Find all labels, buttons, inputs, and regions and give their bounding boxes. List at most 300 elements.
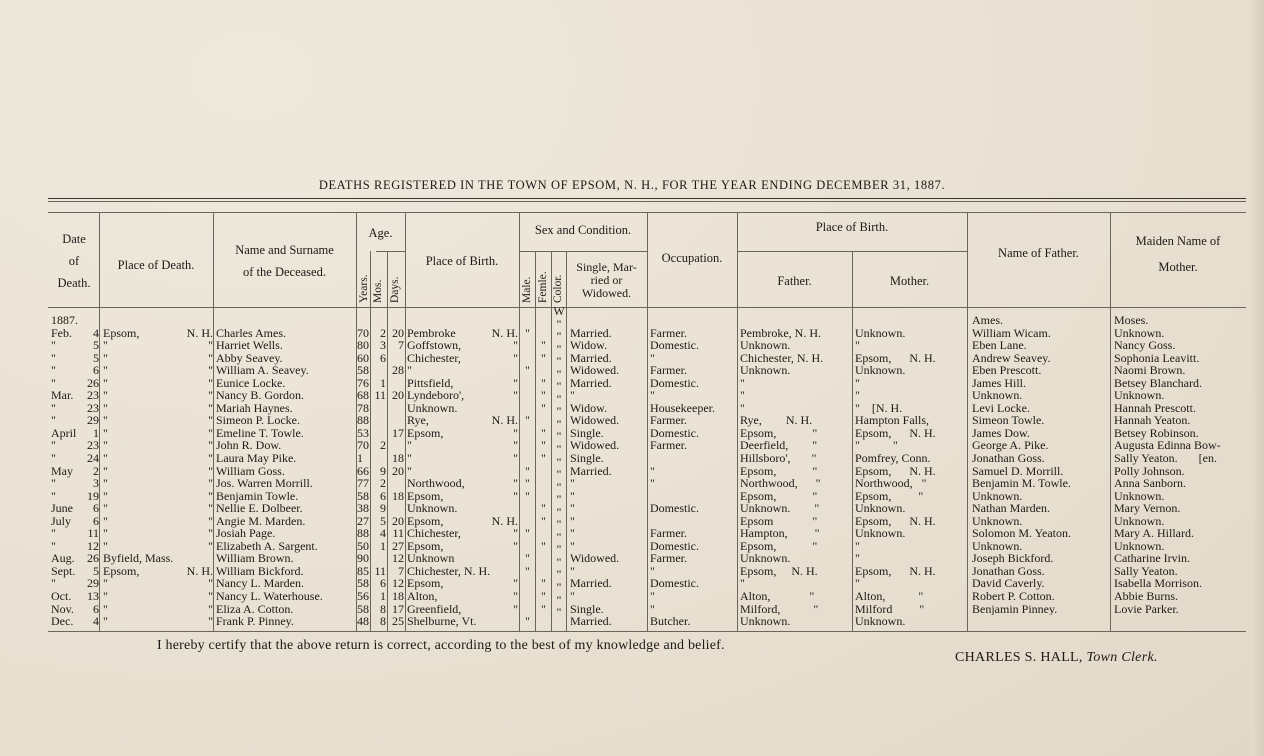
table-cell: Epsom, " bbox=[740, 463, 818, 478]
table-cell: " bbox=[570, 388, 575, 403]
table-cell: " bbox=[541, 400, 546, 415]
table-cell: Unknown bbox=[407, 551, 455, 566]
table-cell bbox=[570, 314, 647, 327]
table-cell: " bbox=[51, 350, 56, 365]
table-cell: " bbox=[208, 350, 213, 365]
table-cell: 18 bbox=[392, 451, 404, 466]
table-cell: " bbox=[208, 388, 213, 403]
table-cell: Epsom, N. H. bbox=[855, 425, 936, 440]
table-cell: Shelburne, Vt. bbox=[407, 614, 477, 628]
table-cell: " bbox=[855, 551, 860, 566]
table-cell: " bbox=[541, 338, 546, 353]
table-cell: " bbox=[208, 589, 213, 604]
header-mos: Mos. bbox=[372, 279, 384, 303]
table-cell: 3 bbox=[93, 476, 99, 491]
table-cell: Andrew Seavey. bbox=[972, 350, 1051, 365]
table-cell bbox=[650, 452, 737, 465]
table-cell: " bbox=[407, 438, 412, 453]
table-cell: " bbox=[103, 576, 108, 591]
header-age: Age. bbox=[368, 226, 393, 240]
table-cell: Betsey Blanchard. bbox=[1114, 375, 1202, 390]
table-cell: Northwood, " bbox=[740, 476, 821, 491]
table-bottom-rule bbox=[48, 631, 1246, 632]
table-cell: " bbox=[407, 451, 412, 466]
table-cell: " bbox=[51, 338, 56, 353]
table-cell: Epsom, N. H. bbox=[740, 563, 818, 578]
table-cell: " bbox=[556, 341, 562, 356]
table-cell: Epsom, N. H. bbox=[855, 513, 936, 528]
table-cell: " bbox=[855, 538, 860, 553]
table-cell: 1 bbox=[93, 425, 99, 440]
table-cell: May bbox=[51, 463, 73, 478]
table-cell: " bbox=[650, 601, 655, 616]
column-female bbox=[536, 314, 551, 628]
table-cell: Widowed. bbox=[570, 551, 620, 566]
table-cell: " bbox=[208, 513, 213, 528]
table-cell: 11 bbox=[392, 526, 404, 541]
table-cell: " bbox=[407, 363, 412, 378]
table-cell: Married. bbox=[570, 463, 612, 478]
header-mother: Mother. bbox=[889, 274, 930, 288]
table-cell bbox=[172, 314, 213, 327]
table-cell: William A. Seavey. bbox=[216, 363, 309, 378]
table-cell: 11 bbox=[87, 526, 99, 541]
table-cell: " bbox=[513, 425, 518, 440]
table-cell bbox=[470, 565, 518, 578]
table-cell: " bbox=[103, 363, 108, 378]
table-cell: Northwood, " bbox=[855, 476, 927, 491]
table-cell bbox=[520, 590, 535, 603]
table-cell: Laura May Pike. bbox=[216, 451, 297, 466]
table-cell: Unknown. bbox=[855, 526, 906, 541]
table-cell: " bbox=[570, 488, 575, 503]
table-cell: Robert P. Cotton. bbox=[972, 589, 1055, 604]
table-cell: N. H. bbox=[491, 325, 518, 340]
table-cell: 53 bbox=[357, 425, 369, 440]
table-cell: Byfield, Mass. bbox=[103, 551, 174, 566]
table-cell: " bbox=[650, 589, 655, 604]
table-cell: 1 bbox=[357, 451, 363, 466]
table-cell: " " bbox=[855, 438, 898, 453]
table-cell: " bbox=[570, 476, 575, 491]
table-cell: " bbox=[570, 526, 575, 541]
table-cell: " bbox=[650, 388, 655, 403]
table-cell: George A. Pike. bbox=[972, 438, 1049, 453]
table-cell: 19 bbox=[87, 488, 99, 503]
table-cell: John R. Dow. bbox=[216, 438, 282, 453]
table-cell: Eben Lane. bbox=[972, 338, 1027, 353]
table-cell: Unknown. bbox=[855, 501, 906, 516]
table-cell: 77 bbox=[357, 476, 369, 491]
table-cell: " bbox=[513, 601, 518, 616]
table-cell: " bbox=[103, 425, 108, 440]
table-cell: Solomon M. Yeaton. bbox=[972, 526, 1072, 541]
table-cell: " bbox=[556, 554, 562, 569]
table-cell: " bbox=[541, 501, 546, 516]
table-cell: Benjamin Pinney. bbox=[972, 601, 1058, 616]
table-cell: Eliza A. Cotton. bbox=[216, 601, 294, 616]
table-cell: 56 bbox=[357, 589, 369, 604]
table-cell: 11 bbox=[374, 388, 386, 403]
table-cell: Widow. bbox=[570, 338, 608, 353]
table-cell: Rye, bbox=[407, 413, 429, 428]
table-cell: Butcher. bbox=[650, 614, 691, 628]
table-cell: " bbox=[541, 513, 546, 528]
table-cell: Northwood, bbox=[407, 476, 465, 491]
col-divider bbox=[967, 212, 968, 631]
table-cell: 58 bbox=[357, 576, 369, 591]
table-cell: " bbox=[650, 476, 655, 491]
table-cell: 18 bbox=[392, 589, 404, 604]
table-cell: Domestic. bbox=[650, 538, 699, 553]
table-cell: " bbox=[541, 601, 546, 616]
table-cell: " bbox=[51, 400, 56, 415]
table-cell: 66 bbox=[357, 463, 369, 478]
table-cell: Jos. Warren Morrill. bbox=[216, 476, 313, 491]
table-cell: " bbox=[556, 366, 562, 381]
table-cell: Widowed. bbox=[570, 413, 620, 428]
table-cell: 5 bbox=[93, 563, 99, 578]
table-cell: Eunice Locke. bbox=[216, 375, 286, 390]
table-cell: " bbox=[570, 538, 575, 553]
table-cell: 80 bbox=[357, 338, 369, 353]
table-cell: Levi Locke. bbox=[972, 400, 1030, 415]
table-cell: " bbox=[513, 438, 518, 453]
clerk-title: Town Clerk. bbox=[1086, 650, 1158, 665]
sex-header-rule bbox=[519, 251, 647, 252]
column-mother-birth bbox=[855, 314, 967, 628]
table-cell: " bbox=[208, 463, 213, 478]
table-cell: William Brown. bbox=[216, 551, 294, 566]
table-cell: Alton, bbox=[407, 589, 438, 604]
table-cell: " bbox=[525, 551, 530, 566]
table-cell: Domestic. bbox=[650, 501, 699, 516]
table-cell: " bbox=[103, 375, 108, 390]
table-cell: 3 bbox=[380, 338, 386, 353]
header-occupation: Occupation. bbox=[661, 251, 723, 265]
table-cell bbox=[650, 314, 737, 327]
table-cell: " bbox=[541, 425, 546, 440]
column-condition bbox=[570, 314, 647, 628]
table-cell: Unknown. bbox=[407, 501, 458, 516]
header-maiden-name: Maiden Name of Mother. bbox=[1135, 234, 1221, 274]
table-cell: " bbox=[556, 517, 562, 532]
table-cell bbox=[388, 477, 404, 490]
table-cell bbox=[216, 314, 356, 327]
column-months bbox=[371, 314, 386, 628]
table-cell: Alton, " bbox=[740, 589, 815, 604]
table-cell: Hannah Yeaton. bbox=[1114, 413, 1191, 428]
table-cell: " bbox=[556, 442, 562, 457]
table-cell: Charles Ames. bbox=[216, 325, 286, 340]
table-cell bbox=[470, 615, 518, 628]
table-cell bbox=[357, 314, 370, 327]
table-cell: Mar. bbox=[51, 388, 74, 403]
table-cell: " bbox=[525, 526, 530, 541]
table-cell: April bbox=[51, 425, 77, 440]
table-cell: 20 bbox=[392, 388, 404, 403]
table-cell: " bbox=[513, 488, 518, 503]
table-cell: 20 bbox=[392, 325, 404, 340]
table-cell: Unknown. bbox=[972, 538, 1023, 553]
table-cell: " bbox=[570, 589, 575, 604]
header-date: Date of Death. bbox=[57, 232, 91, 290]
table-cell: 4 bbox=[93, 325, 99, 340]
table-cell: N. H. bbox=[491, 513, 518, 528]
table-cell: Emeline T. Towle. bbox=[216, 425, 304, 440]
table-cell: " bbox=[103, 538, 108, 553]
table-cell bbox=[371, 364, 386, 377]
table-cell: " bbox=[513, 375, 518, 390]
table-cell: 70 bbox=[357, 438, 369, 453]
table-cell: Naomi Brown. bbox=[1114, 363, 1186, 378]
table-cell: Chichester, bbox=[407, 526, 461, 541]
table-cell: Widowed. bbox=[570, 363, 620, 378]
table-cell: 1 bbox=[380, 538, 386, 553]
table-cell: 9 bbox=[380, 501, 386, 516]
table-cell: Unknown. bbox=[740, 338, 791, 353]
table-cell: Abby Seavey. bbox=[216, 350, 283, 365]
table-cell: " bbox=[855, 388, 860, 403]
table-cell: 17 bbox=[392, 601, 404, 616]
table-cell: 29 bbox=[87, 413, 99, 428]
table-cell: Widow. bbox=[570, 400, 608, 415]
table-cell bbox=[470, 314, 518, 327]
table-cell: " bbox=[556, 504, 562, 519]
table-cell bbox=[520, 339, 535, 352]
table-cell: 6 bbox=[380, 576, 386, 591]
table-cell: 17 bbox=[392, 425, 404, 440]
table-cell bbox=[520, 314, 535, 327]
table-cell bbox=[520, 389, 535, 402]
table-cell: " bbox=[556, 580, 562, 595]
table-cell: " bbox=[556, 416, 562, 431]
table-cell: 38 bbox=[357, 501, 369, 516]
table-cell: " bbox=[208, 501, 213, 516]
table-cell: " bbox=[513, 538, 518, 553]
table-cell: Benjamin Towle. bbox=[216, 488, 299, 503]
header-years: Years. bbox=[358, 274, 370, 303]
table-cell bbox=[536, 477, 551, 490]
table-cell: 1887. bbox=[51, 314, 78, 327]
table-cell: " bbox=[570, 563, 575, 578]
header-place-of-death: Place of Death. bbox=[117, 258, 195, 272]
table-cell: Sally Yeaton. [en. bbox=[1114, 451, 1217, 466]
table-cell: 25 bbox=[392, 614, 404, 628]
table-cell: 7 bbox=[398, 338, 404, 353]
table-cell bbox=[536, 527, 551, 540]
table-cell: N. H. bbox=[491, 413, 518, 428]
table-cell: Nancy Goss. bbox=[1114, 338, 1176, 353]
table-cell: William Bickford. bbox=[216, 563, 304, 578]
column-years bbox=[357, 314, 370, 628]
table-cell bbox=[740, 314, 852, 327]
table-cell: Epsom, bbox=[407, 576, 444, 591]
table-cell: " bbox=[740, 388, 745, 403]
table-cell: 4 bbox=[380, 526, 386, 541]
table-cell: Frank P. Pinney. bbox=[216, 614, 294, 628]
table-cell: " bbox=[556, 391, 562, 406]
table-cell: Pembroke bbox=[407, 325, 456, 340]
table-cell: Mary A. Hillard. bbox=[1114, 526, 1194, 541]
table-cell: Anna Sanborn. bbox=[1114, 476, 1186, 491]
table-cell: " bbox=[208, 400, 213, 415]
table-cell bbox=[470, 552, 518, 565]
table-cell: Sept. bbox=[51, 563, 76, 578]
table-cell: 8 bbox=[380, 601, 386, 616]
table-cell: " bbox=[855, 576, 860, 591]
table-cell: 11 bbox=[374, 563, 386, 578]
table-cell: " bbox=[541, 388, 546, 403]
column-mother-maiden bbox=[1114, 314, 1254, 615]
table-cell: Augusta Edinna Bow- bbox=[1114, 438, 1221, 453]
table-cell: 23 bbox=[87, 388, 99, 403]
table-cell: Lovie Parker. bbox=[1114, 601, 1179, 616]
table-cell: 70 bbox=[357, 325, 369, 340]
col-divider bbox=[852, 251, 853, 631]
table-cell: 6 bbox=[93, 501, 99, 516]
table-cell: 60 bbox=[357, 350, 369, 365]
column-father-birth bbox=[740, 314, 852, 628]
table-cell: 27 bbox=[392, 538, 404, 553]
table-cell bbox=[470, 465, 518, 478]
table-cell: " bbox=[541, 451, 546, 466]
column-place-state bbox=[172, 314, 213, 628]
table-cell: " bbox=[51, 413, 56, 428]
table-cell: " bbox=[208, 476, 213, 491]
table-cell: Single. bbox=[570, 451, 604, 466]
table-cell: Unknown. bbox=[740, 551, 791, 566]
column-day bbox=[80, 314, 99, 628]
table-cell: " bbox=[103, 400, 108, 415]
table-cell: 12 bbox=[392, 576, 404, 591]
table-cell: 58 bbox=[357, 363, 369, 378]
table-cell: Jonathan Goss. bbox=[972, 451, 1045, 466]
table-cell: " bbox=[570, 513, 575, 528]
table-cell: " bbox=[556, 479, 562, 494]
table-cell: Epsom, N. H. bbox=[855, 463, 936, 478]
table-cell: William Wicam. bbox=[972, 325, 1051, 340]
header-name-of-father: Name of Father. bbox=[998, 246, 1079, 260]
table-cell: Milford " bbox=[855, 601, 925, 616]
table-cell: 28 bbox=[392, 363, 404, 378]
table-cell: " bbox=[103, 388, 108, 403]
table-cell: " bbox=[855, 375, 860, 390]
table-cell: " bbox=[513, 388, 518, 403]
table-cell: Farmer. bbox=[650, 438, 687, 453]
column-name bbox=[216, 314, 356, 628]
table-cell: Dec. bbox=[51, 614, 74, 628]
table-cell: " bbox=[740, 400, 745, 415]
header-sex-condition: Sex and Condition. bbox=[534, 223, 632, 237]
column-birth-state bbox=[470, 314, 518, 628]
header-place-of-birth: Place of Birth. bbox=[425, 254, 499, 268]
table-cell: 26 bbox=[87, 375, 99, 390]
table-cell: 90 bbox=[357, 551, 369, 566]
table-cell: " bbox=[541, 538, 546, 553]
table-cell: Epsom, bbox=[407, 513, 444, 528]
table-cell: 9 bbox=[380, 463, 386, 478]
table-cell: 76 bbox=[357, 375, 369, 390]
col-divider bbox=[647, 212, 648, 631]
table-cell: N. H. bbox=[186, 325, 213, 340]
table-cell: Epsom, N. H. bbox=[855, 563, 936, 578]
table-cell: 2 bbox=[93, 463, 99, 478]
table-cell: Domestic. bbox=[650, 425, 699, 440]
table-cell: " bbox=[556, 592, 562, 607]
table-cell: 48 bbox=[357, 614, 369, 628]
table-cell: Unknown. bbox=[740, 363, 791, 378]
table-cell: 2 bbox=[380, 476, 386, 491]
table-cell: " bbox=[208, 363, 213, 378]
table-cell: " bbox=[103, 338, 108, 353]
table-cell: James Hill. bbox=[972, 375, 1026, 390]
table-cell: 6 bbox=[93, 513, 99, 528]
table-cell: Chichester, N. H. bbox=[407, 563, 491, 578]
table-cell: " bbox=[525, 488, 530, 503]
table-cell: William Goss. bbox=[216, 463, 285, 478]
table-cell: 6 bbox=[93, 601, 99, 616]
table-cell: Polly Johnson. bbox=[1114, 463, 1185, 478]
table-cell: Nancy L. Marden. bbox=[216, 576, 304, 591]
table-cell bbox=[536, 364, 551, 377]
table-cell: Nellie E. Dolbeer. bbox=[216, 501, 303, 516]
table-cell: Nancy L. Waterhouse. bbox=[216, 589, 323, 604]
table-cell: Farmer. bbox=[650, 413, 687, 428]
table-cell: June bbox=[51, 501, 73, 516]
table-cell: " bbox=[103, 476, 108, 491]
table-cell: " bbox=[556, 329, 562, 344]
table-cell: " bbox=[208, 375, 213, 390]
table-cell: 58 bbox=[357, 601, 369, 616]
table-cell: Unknown. bbox=[1114, 513, 1165, 528]
column-father-name bbox=[972, 314, 1110, 615]
table-cell: " bbox=[51, 488, 56, 503]
header-father: Father. bbox=[777, 274, 812, 288]
table-cell: Domestic. bbox=[650, 576, 699, 591]
table-cell: Mary Vernon. bbox=[1114, 501, 1181, 516]
table-cell: 68 bbox=[357, 388, 369, 403]
table-cell: Married. bbox=[570, 325, 612, 340]
table-cell: " bbox=[556, 542, 562, 557]
table-cell: Single. bbox=[570, 601, 604, 616]
header-name: Name and Surname of the Deceased. bbox=[235, 243, 334, 279]
table-cell: Widowed. bbox=[570, 438, 620, 453]
table-cell: " bbox=[103, 463, 108, 478]
table-cell: " bbox=[556, 492, 562, 507]
table-cell: Domestic. bbox=[650, 375, 699, 390]
table-cell: Epsom, bbox=[407, 425, 444, 440]
column-color bbox=[552, 305, 566, 619]
table-cell: Feb. bbox=[51, 325, 72, 340]
table-cell: " bbox=[208, 451, 213, 466]
table-cell: Chichester, N. H. bbox=[740, 350, 824, 365]
table-cell: Angie M. Marden. bbox=[216, 513, 306, 528]
table-cell: Epsom, bbox=[407, 488, 444, 503]
table-cell: 88 bbox=[357, 526, 369, 541]
table-cell: Epsom, " bbox=[855, 488, 924, 503]
table-cell: 2 bbox=[380, 438, 386, 453]
table-cell: 6 bbox=[380, 350, 386, 365]
table-cell: " bbox=[556, 379, 562, 394]
table-cell: Housekeeper. bbox=[650, 400, 715, 415]
table-cell: Lyndeboro', bbox=[407, 388, 465, 403]
table-cell: " bbox=[103, 526, 108, 541]
table-cell: 58 bbox=[357, 488, 369, 503]
table-cell: " bbox=[103, 601, 108, 616]
table-cell: James Dow. bbox=[972, 425, 1030, 440]
table-cell: Simeon Towle. bbox=[972, 413, 1045, 428]
